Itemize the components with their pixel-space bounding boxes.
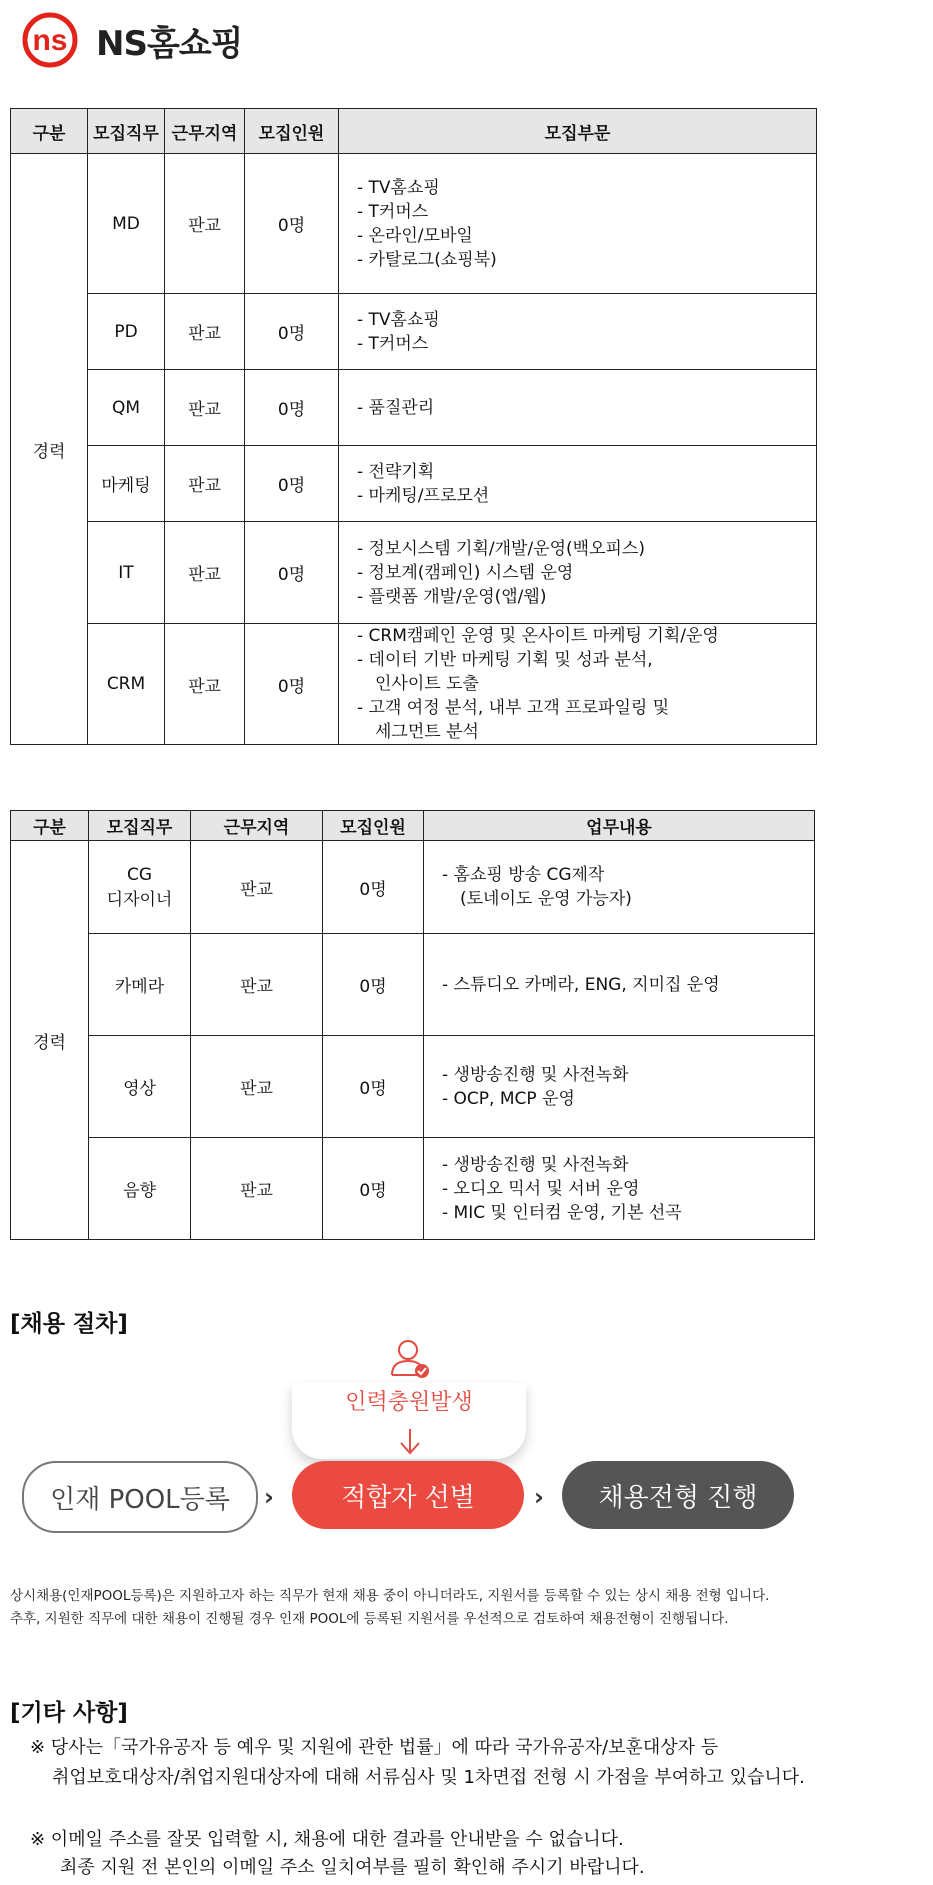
etc-heading: [기타 사항] [10,1700,128,1726]
table-row [11,370,817,446]
table-row [11,294,817,370]
job-line: 카메라 [114,977,165,997]
note-line-1: 상시채용(인재POOL등록)은 지원하고자 하는 직무가 현재 채용 중이 아니더라도, 지원서를 등록할 수 있는 상시 채용 전형 입니다. [10,1588,770,1604]
header-category: 구분 [11,109,88,154]
description-line: - 전략기획 [357,461,435,482]
table-row [11,1138,815,1240]
header-count: 모집인원 [245,109,339,154]
location-cell: 판교 [165,294,245,370]
table-row [11,624,817,745]
description-line: - 온라인/모바일 [357,225,473,246]
header-job: 모집직무 [89,811,191,841]
description-line: - 정보시스템 기획/개발/운영(백오피스) [357,538,645,559]
count-cell: 0명 [323,1138,424,1240]
job-line: 음향 [123,1181,156,1201]
location-cell: 판교 [191,934,323,1036]
location-cell: 판교 [165,446,245,522]
description-line: - TV홈쇼핑 [357,177,440,198]
description-line: - 플랫폼 개발/운영(앱/웹) [357,586,547,607]
job-cell: IT [88,522,165,624]
description-cell [339,370,817,446]
recruitment-table-2 [10,810,815,1240]
job-cell: QM [88,370,165,446]
header-location: 근무지역 [191,811,323,841]
table-header-row [11,109,817,154]
job-cell: 마케팅 [88,446,165,522]
description-line: - 카탈로그(쇼핑북) [357,249,497,270]
location-cell: 판교 [165,154,245,294]
description-line: - 데이터 기반 마케팅 기획 및 성과 분석, [357,650,653,670]
description-line: - 오디오 믹서 및 서버 운영 [442,1178,640,1199]
count-cell: 0명 [245,370,339,446]
description-cell [339,624,817,745]
description-cell [424,841,815,934]
process-heading: [채용 절차] [10,1311,128,1337]
table-row [11,841,815,934]
description-cell [339,446,817,522]
location-cell: 판교 [191,1036,323,1138]
description-cell [424,1036,815,1138]
description-line: - 정보계(캠페인) 시스템 운영 [357,562,574,583]
location-cell: 판교 [191,841,323,934]
description-line: - 홈쇼핑 방송 CG제작 [442,865,605,885]
note-line-2: 추후, 지원한 직무에 대한 채용이 진행될 경우 인재 POOL에 등록된 지원서를 우선적으로 검토하여 채용전형이 진행됩니다. [10,1611,729,1627]
description-line: 세그먼트 분석 [375,722,479,742]
chevron-right-icon: › [264,1483,274,1511]
table-body [11,154,817,745]
chevron-right-icon: › [534,1483,544,1511]
process-note [10,1585,769,1631]
job-line: 디자이너 [106,889,173,910]
description-cell [339,154,817,294]
description-line: 인사이트 도출 [375,674,479,694]
count-cell: 0명 [245,522,339,624]
description-cell [424,934,815,1036]
etc-item-1-line-1: ※ 당사는「국가유공자 등 예우 및 지원에 관한 법률」에 따라 국가유공자/보훈대상자 등 [30,1737,719,1758]
location-cell: 판교 [165,370,245,446]
description-cell [339,522,817,624]
description-line: - 마케팅/프로모션 [357,485,490,506]
table-row [11,934,815,1036]
job-cell [89,1138,191,1240]
callout-text: 인력충원발생 [345,1390,473,1415]
count-cell: 0명 [245,154,339,294]
description-line: - T커머스 [357,201,429,222]
count-cell: 0명 [245,624,339,745]
hiring-process-diagram [0,1325,933,1545]
table-row [11,522,817,624]
description-line: - OCP, MCP 운영 [442,1088,575,1109]
header-job: 모집직무 [88,109,165,154]
table-header-row [11,811,815,841]
job-cell: PD [88,294,165,370]
table-row [11,154,817,294]
location-cell: 판교 [165,624,245,745]
table-row [11,1036,815,1138]
logo-text: NS홈쇼핑 [96,23,243,64]
job-cell [89,934,191,1036]
category-cell: 경력 [11,154,88,745]
step-talent-pool: 인재 POOL등록 [22,1461,258,1533]
recruitment-table-1 [10,108,817,745]
job-cell: MD [88,154,165,294]
svg-text:ns: ns [32,24,68,57]
person-check-icon [388,1337,432,1381]
description-line: - 고객 여정 분석, 내부 고객 프로파일링 및 [357,698,670,718]
description-line: - TV홈쇼핑 [357,309,440,330]
arrow-down-icon [398,1427,422,1457]
description-line: - 스튜디오 카메라, ENG, 지미집 운영 [442,974,720,995]
description-line: - MIC 및 인터컴 운영, 기본 선곡 [442,1202,682,1223]
etc-item-2-line-1: ※ 이메일 주소를 잘못 입력할 시, 채용에 대한 결과를 안내받을 수 없습니다. [30,1829,624,1850]
description-line: - 생방송진행 및 사전녹화 [442,1154,629,1175]
count-cell: 0명 [245,294,339,370]
job-line: 영상 [123,1079,156,1099]
count-cell: 0명 [245,446,339,522]
location-cell: 판교 [191,1138,323,1240]
location-cell: 판교 [165,522,245,624]
description-line: - CRM캠페인 운영 및 온사이트 마케팅 기획/운영 [357,626,719,646]
description-cell [339,294,817,370]
job-cell: CRM [88,624,165,745]
step-candidate-selection: 적합자 선별 [292,1461,524,1529]
description-line: - 품질관리 [357,397,435,418]
header-category: 구분 [11,811,89,841]
description-line: - 생방송진행 및 사전녹화 [442,1064,629,1085]
header-count: 모집인원 [323,811,424,841]
count-cell: 0명 [323,1036,424,1138]
job-cell [89,1036,191,1138]
ns-homeshopping-logo [22,10,242,70]
header-department: 모집부문 [339,109,817,154]
header-location: 근무지역 [165,109,245,154]
job-cell [89,841,191,934]
job-line: CG [126,864,153,885]
count-cell: 0명 [323,841,424,934]
description-line: - T커머스 [357,333,429,354]
header-duties: 업무내용 [424,811,815,841]
etc-item-1-line-2: 취업보호대상자/취업지원대상자에 대해 서류심사 및 1차면접 전형 시 가점을 부여하고 있습니다. [52,1767,805,1788]
description-cell [424,1138,815,1240]
count-cell: 0명 [323,934,424,1036]
table-body [11,841,815,1240]
step-hiring-process: 채용전형 진행 [562,1461,794,1529]
etc-item-2-line-2: 최종 지원 전 본인의 이메일 주소 일치여부를 필히 확인해 주시기 바랍니다. [60,1857,645,1878]
ns-logo-icon [22,10,90,70]
table-row [11,446,817,522]
description-line: (토네이도 운영 가능자) [460,889,632,909]
category-cell: 경력 [11,841,89,1240]
